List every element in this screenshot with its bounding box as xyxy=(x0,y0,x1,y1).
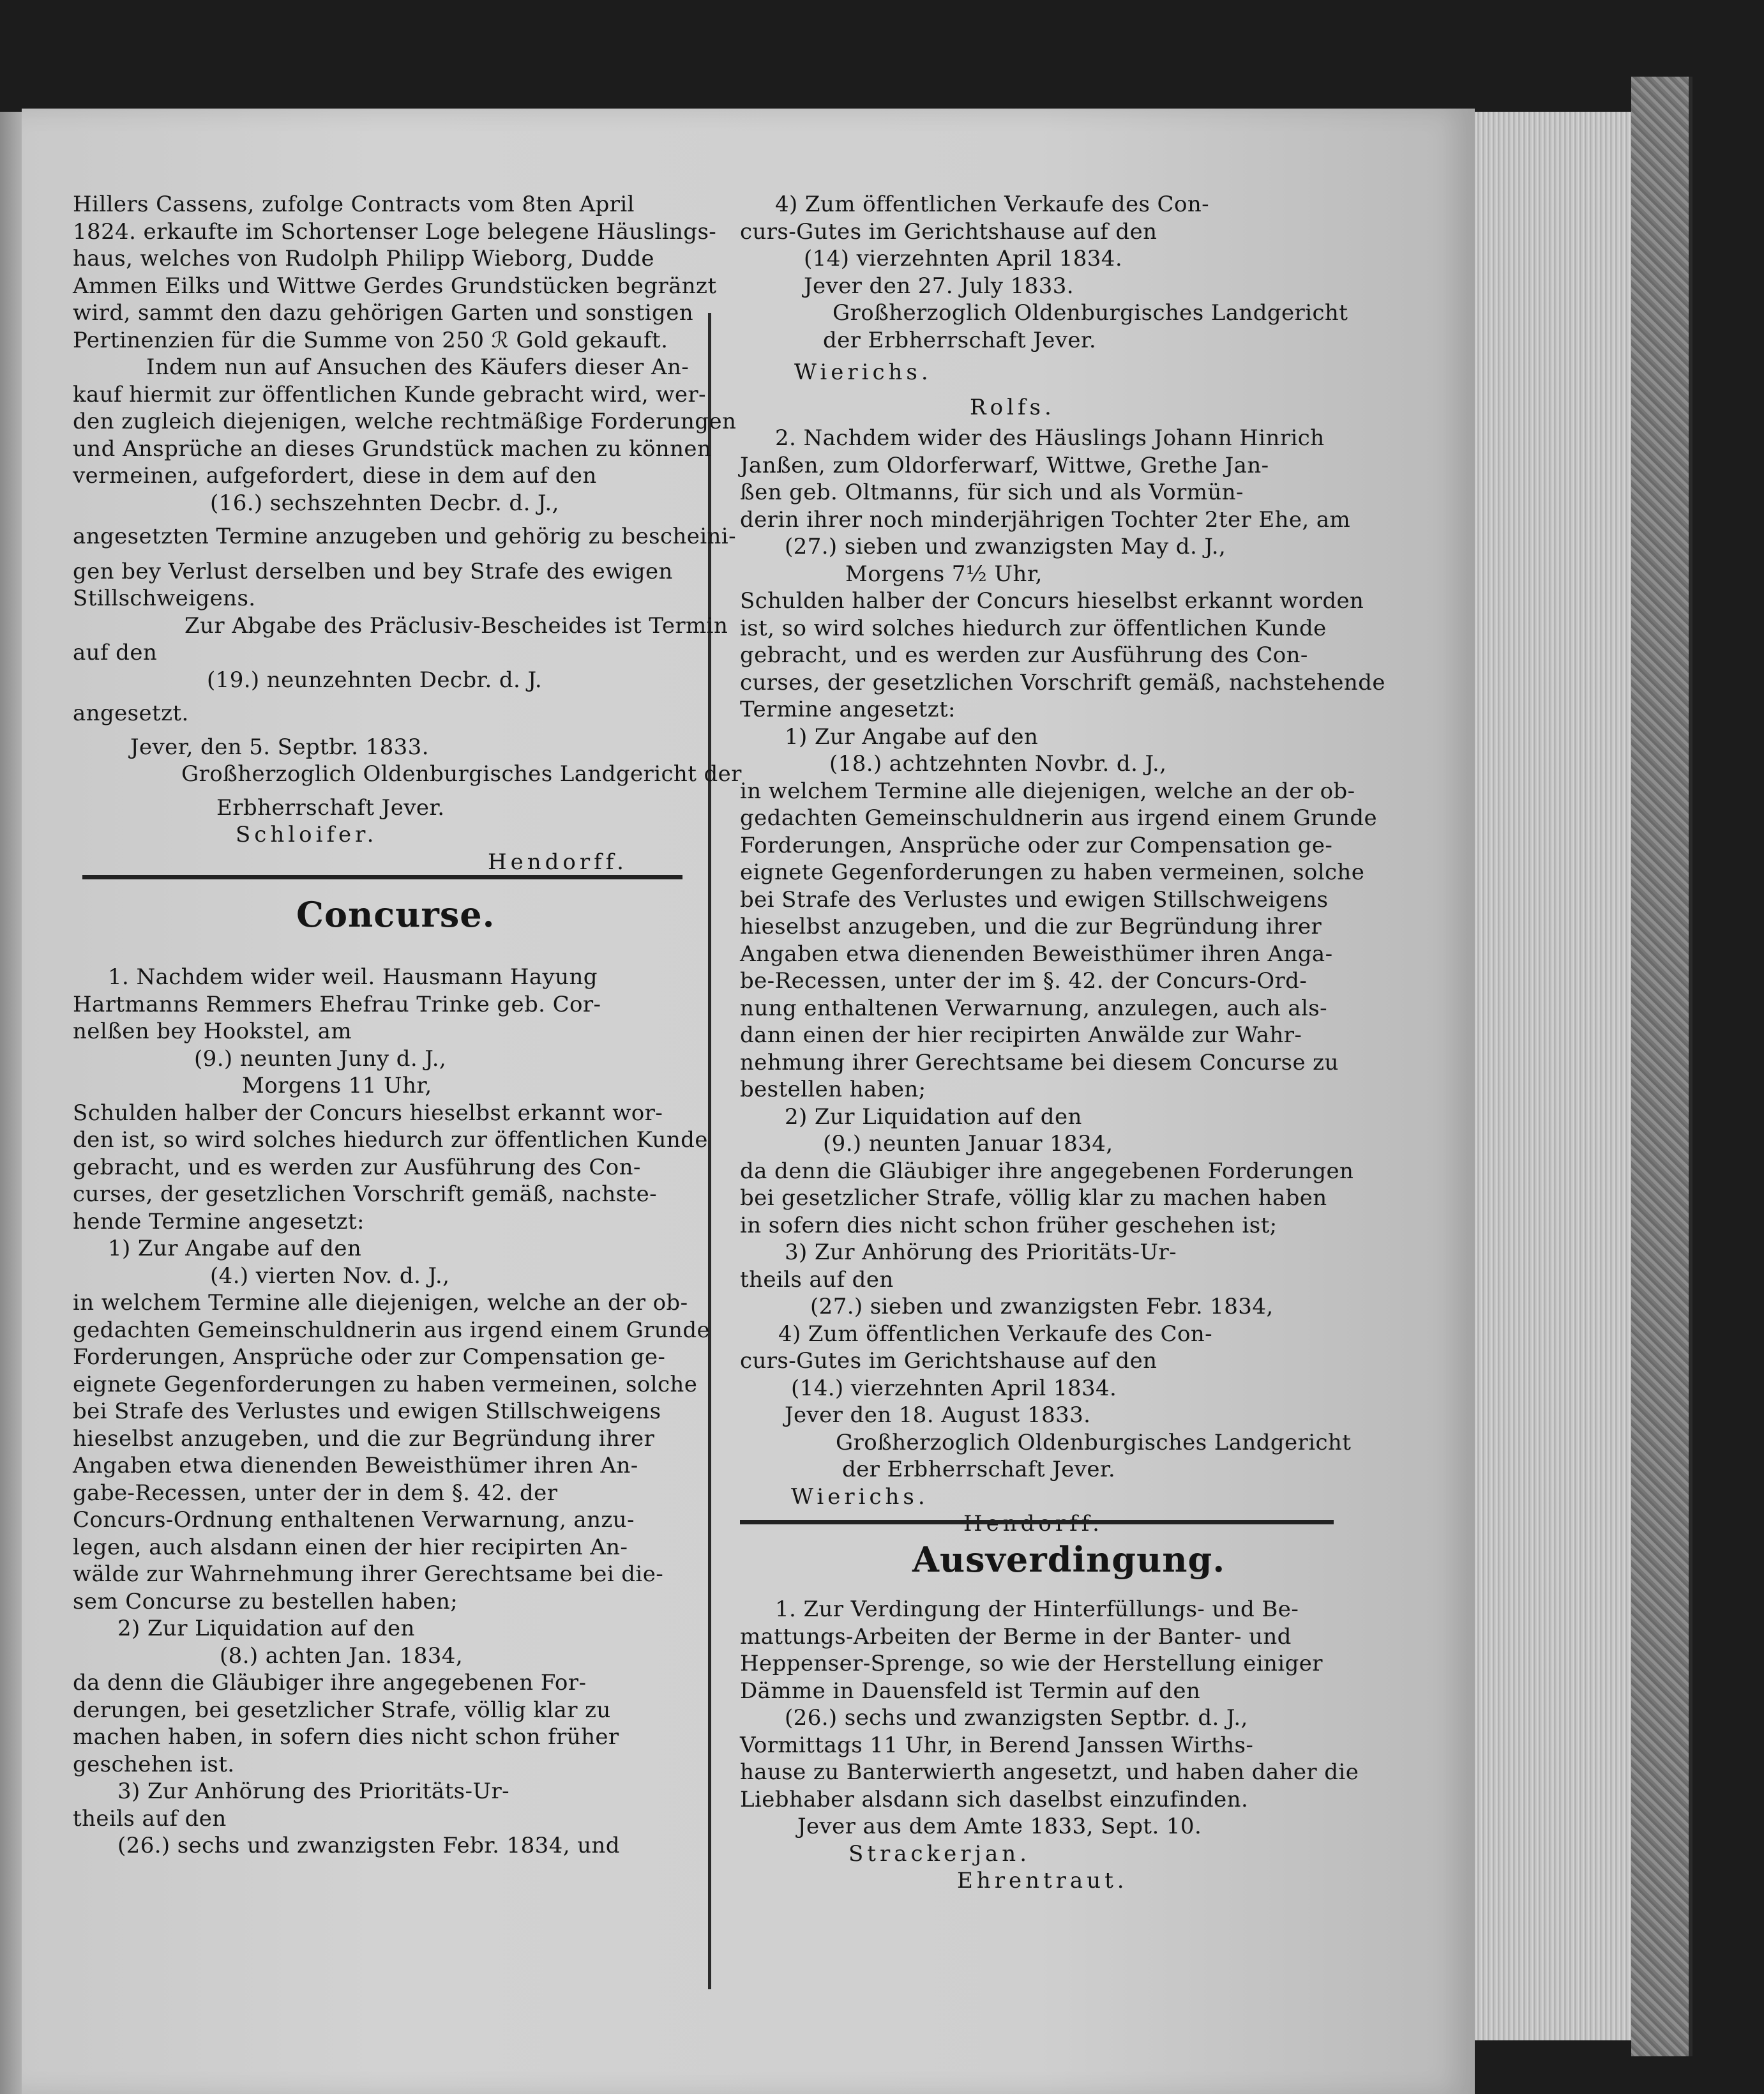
left-text-line: machen haben, in sofern dies nicht schon früher xyxy=(73,1724,619,1750)
left-text-line: legen, auch alsdann einen der hier recipirten An- xyxy=(73,1534,628,1560)
right-text-line: bestellen haben; xyxy=(740,1077,926,1102)
left-text-line: Großherzoglich Oldenburgisches Landgericht der xyxy=(181,761,742,787)
right-text-line: Angaben etwa dienenden Beweisthümer ihren Anga- xyxy=(740,941,1333,967)
right-text-line: Liebhaber alsdann sich daselbst einzufinden. xyxy=(740,1786,1249,1812)
column-divider xyxy=(708,313,711,1989)
left-text-line: gabe-Recessen, unter der in dem §. 42. der xyxy=(73,1480,558,1506)
right-text-line: Janßen, zum Oldorferwarf, Wittwe, Grethe Jan- xyxy=(740,452,1269,478)
left-text-line: hieselbst anzugeben, und die zur Begründung ihrer xyxy=(73,1425,655,1452)
right-text-line: 2) Zur Liquidation auf den xyxy=(785,1104,1082,1130)
left-text-line: nelßen bey Hookstel, am xyxy=(73,1019,352,1044)
left-text-line: Zur Abgabe des Präclusiv-Bescheides ist Termin xyxy=(185,612,728,639)
right-text-line: der Erbherrschaft Jever. xyxy=(823,327,1097,353)
book-cover-edge xyxy=(1631,77,1692,2056)
right-text-line: 4) Zum öffentlichen Verkaufe des Con- xyxy=(778,1321,1213,1347)
left-text-line: Forderungen, Ansprüche oder zur Compensation ge- xyxy=(73,1344,666,1370)
left-text-line: (26.) sechs und zwanzigsten Febr. 1834, und xyxy=(117,1833,620,1858)
page xyxy=(22,109,1475,2094)
left-text-line: und Ansprüche an dieses Grundstück machen zu können xyxy=(73,436,712,462)
right-text-line: (26.) sechs und zwanzigsten Septbr. d. J., xyxy=(785,1705,1248,1731)
right-text-line: bei gesetzlicher Strafe, völlig klar zu machen haben xyxy=(740,1185,1327,1211)
right-text-line: Dämme in Dauensfeld ist Termin auf den xyxy=(740,1678,1201,1704)
right-text-line: Forderungen, Ansprüche oder zur Compensation ge- xyxy=(740,832,1333,858)
left-text-line: Angaben etwa dienenden Beweisthümer ihren An- xyxy=(73,1453,638,1478)
left-text-line: Pertinenzien für die Summe von 250 ℛ Gold gekauft. xyxy=(73,327,668,353)
left-text-line: gebracht, und es werden zur Ausführung des Con- xyxy=(73,1154,641,1180)
right-text-line: Heppenser-Sprenge, so wie der Herstellung einiger xyxy=(740,1651,1323,1676)
right-text-line: 3) Zur Anhörung des Prioritäts-Ur- xyxy=(785,1240,1177,1265)
right-text-line: in welchem Termine alle diejenigen, welche an der ob- xyxy=(740,778,1355,804)
right-text-line: be-Recessen, unter der im §. 42. der Concurs-Ord- xyxy=(740,968,1308,994)
right-text-line: ist, so wird solches hiedurch zur öffentlichen Kunde xyxy=(740,615,1327,641)
right-text-line: in sofern dies nicht schon früher geschehen ist; xyxy=(740,1212,1278,1238)
right-text-line: bei Strafe des Verlustes und ewigen Stillschweigens xyxy=(740,886,1329,913)
left-text-line: Hartmanns Remmers Ehefrau Trinke geb. Cor- xyxy=(73,991,601,1017)
right-text-line: Morgens 7½ Uhr, xyxy=(845,561,1043,587)
section-title: Ausverdingung. xyxy=(912,1539,1226,1580)
right-text-line: Wierichs. xyxy=(794,360,932,385)
right-text-line: ßen geb. Oltmanns, für sich und als Vormün- xyxy=(740,480,1244,505)
right-text-line: Schulden halber der Concurs hieselbst erkannt worden xyxy=(740,588,1364,614)
left-text-line: derungen, bei gesetzlicher Strafe, völlig klar zu xyxy=(73,1697,611,1723)
section-rule xyxy=(82,875,682,879)
right-text-line: eignete Gegenforderungen zu haben vermeinen, solche xyxy=(740,860,1365,885)
right-text-line: da denn die Gläubiger ihre angegebenen Forderungen xyxy=(740,1158,1354,1184)
right-text-line: Jever den 18. August 1833. xyxy=(785,1402,1091,1428)
right-text-line: gebracht, und es werden zur Ausführung des Con- xyxy=(740,642,1308,668)
left-text-line: vermeinen, aufgefordert, diese in dem auf den xyxy=(73,463,597,489)
right-text-line: hieselbst anzugeben, und die zur Begründung ihrer xyxy=(740,914,1322,939)
left-text-line: 1. Nachdem wider weil. Hausmann Hayung xyxy=(108,964,598,990)
right-text-line: gedachten Gemeinschuldnerin aus irgend einem Grunde xyxy=(740,805,1377,831)
left-text-line: 1) Zur Angabe auf den xyxy=(108,1236,362,1261)
right-text-line: 4) Zum öffentlichen Verkaufe des Con- xyxy=(775,192,1210,217)
right-text-line: Großherzoglich Oldenburgisches Landgericht xyxy=(833,300,1348,326)
right-text-line: 1. Zur Verdingung der Hinterfüllungs- und Be- xyxy=(775,1597,1299,1622)
left-text-line: 1824. erkaufte im Schortenser Loge belegene Häuslings- xyxy=(73,218,717,245)
left-text-line: (8.) achten Jan. 1834, xyxy=(220,1643,464,1669)
right-text-line: Rolfs. xyxy=(970,394,1055,420)
left-text-line: Erbherrschaft Jever. xyxy=(216,794,445,821)
left-text-line: wälde zur Wahrnehmung ihrer Gerechtsame bei die- xyxy=(73,1561,664,1587)
left-text-line: den zugleich diejenigen, welche rechtmäßige Forderungen xyxy=(73,409,737,434)
left-text-line: 3) Zur Anhörung des Prioritäts-Ur- xyxy=(117,1779,509,1804)
left-text-line: (4.) vierten Nov. d. J., xyxy=(210,1263,450,1289)
right-text-line: curs-Gutes im Gerichtshause auf den xyxy=(740,1348,1157,1374)
right-text-line: derin ihrer noch minderjährigen Tochter 2ter Ehe, am xyxy=(740,506,1351,533)
right-text-line: Jever den 27. July 1833. xyxy=(804,273,1074,299)
left-text-line: (16.) sechszehnten Decbr. d. J., xyxy=(210,490,559,516)
left-text-line: eignete Gegenforderungen zu haben vermeinen, solche xyxy=(73,1371,698,1397)
left-text-line: gedachten Gemeinschuldnerin aus irgend einem Grunde xyxy=(73,1317,710,1343)
right-text-line: Strackerjan. xyxy=(848,1840,1031,1867)
right-text-line: 2. Nachdem wider des Häuslings Johann Hinrich xyxy=(775,425,1325,451)
right-text-line: Vormittags 11 Uhr, in Berend Janssen Wirths- xyxy=(740,1732,1254,1758)
left-text-line: Stillschweigens. xyxy=(73,586,256,611)
left-text-line: (19.) neunzehnten Decbr. d. J. xyxy=(207,667,543,693)
left-text-line: (9.) neunten Juny d. J., xyxy=(194,1045,447,1072)
left-text-line: geschehen ist. xyxy=(73,1751,235,1777)
right-text-line: (18.) achtzehnten Novbr. d. J., xyxy=(829,751,1167,777)
right-text-line: dann einen der hier recipirten Anwälde zur Wahr- xyxy=(740,1022,1302,1048)
left-text-line: Schloifer. xyxy=(236,822,378,847)
right-text-line: Wierichs. xyxy=(791,1483,929,1510)
right-text-line: Ehrentraut. xyxy=(957,1868,1128,1893)
right-text-line: Großherzoglich Oldenburgisches Landgericht xyxy=(836,1429,1352,1455)
left-text-line: curses, der gesetzlichen Vorschrift gemäß, nachste- xyxy=(73,1181,657,1207)
left-text-line: bei Strafe des Verlustes und ewigen Stillschweigens xyxy=(73,1399,661,1424)
right-text-line: curs-Gutes im Gerichtshause auf den xyxy=(740,218,1157,245)
left-text-line: angesetzt. xyxy=(73,701,189,726)
facing-page-edge xyxy=(0,112,22,2094)
left-text-line: in welchem Termine alle diejenigen, welche an der ob- xyxy=(73,1290,688,1316)
left-text-line: wird, sammt den dazu gehörigen Garten und sonstigen xyxy=(73,300,694,326)
right-text-line: theils auf den xyxy=(740,1266,894,1293)
right-text-line: curses, der gesetzlichen Vorschrift gemäß, nachstehende xyxy=(740,669,1385,695)
right-text-line: nung enthaltenen Verwarnung, anzulegen, auch als- xyxy=(740,995,1327,1021)
left-text-line: Schulden halber der Concurs hieselbst erkannt wor- xyxy=(73,1100,663,1126)
right-text-line: nehmung ihrer Gerechtsame bei diesem Concurse zu xyxy=(740,1049,1339,1075)
right-text-line: (27.) sieben und zwanzigsten May d. J., xyxy=(785,534,1226,559)
left-text-line: auf den xyxy=(73,640,158,665)
left-text-line: Hendorff. xyxy=(488,849,628,875)
left-text-line: den ist, so wird solches hiedurch zur öffentlichen Kunde xyxy=(73,1127,708,1153)
section-title: Concurse. xyxy=(296,894,495,935)
right-text-line: Jever aus dem Amte 1833, Sept. 10. xyxy=(797,1814,1202,1839)
left-text-line: 2) Zur Liquidation auf den xyxy=(117,1616,415,1641)
right-text-line: (14.) vierzehnten April 1834. xyxy=(791,1375,1117,1401)
left-text-line: haus, welches von Rudolph Philipp Wieborg, Dudde xyxy=(73,246,654,271)
left-text-line: Indem nun auf Ansuchen des Käufers dieser An- xyxy=(146,354,690,380)
right-text-line: der Erbherrschaft Jever. xyxy=(842,1457,1116,1482)
left-text-line: kauf hiermit zur öffentlichen Kunde gebracht wird, wer- xyxy=(73,381,706,407)
right-text-line: (27.) sieben und zwanzigsten Febr. 1834, xyxy=(810,1294,1274,1319)
left-text-line: Morgens 11 Uhr, xyxy=(242,1073,432,1098)
left-text-line: da denn die Gläubiger ihre angegebenen For- xyxy=(73,1670,587,1696)
left-text-line: gen bey Verlust derselben und bey Strafe des ewigen xyxy=(73,558,673,584)
section-rule xyxy=(740,1520,1334,1524)
left-text-line: sem Concurse zu bestellen haben; xyxy=(73,1588,458,1614)
right-text-line: (14) vierzehnten April 1834. xyxy=(804,246,1123,271)
left-text-line: theils auf den xyxy=(73,1805,227,1832)
right-text-line: hause zu Banterwierth angesetzt, und haben daher die xyxy=(740,1759,1359,1785)
left-text-line: angesetzten Termine anzugeben und gehörig zu bescheini- xyxy=(73,524,736,549)
right-text-line: 1) Zur Angabe auf den xyxy=(785,724,1039,750)
right-text-line: (9.) neunten Januar 1834, xyxy=(823,1131,1113,1157)
right-text-line: Termine angesetzt: xyxy=(740,697,956,722)
left-text-line: Hillers Cassens, zufolge Contracts vom 8ten April xyxy=(73,192,635,217)
left-text-line: Ammen Eilks und Wittwe Gerdes Grundstücken begränzt xyxy=(73,273,717,299)
left-text-line: Concurs-Ordnung enthaltenen Verwarnung, anzu- xyxy=(73,1507,635,1533)
page-block-edges xyxy=(1475,112,1641,2040)
left-text-line: Jever, den 5. Septbr. 1833. xyxy=(130,734,429,760)
right-text-line: mattungs-Arbeiten der Berme in der Banter- und xyxy=(740,1623,1292,1650)
left-text-line: hende Termine angesetzt: xyxy=(73,1208,365,1234)
